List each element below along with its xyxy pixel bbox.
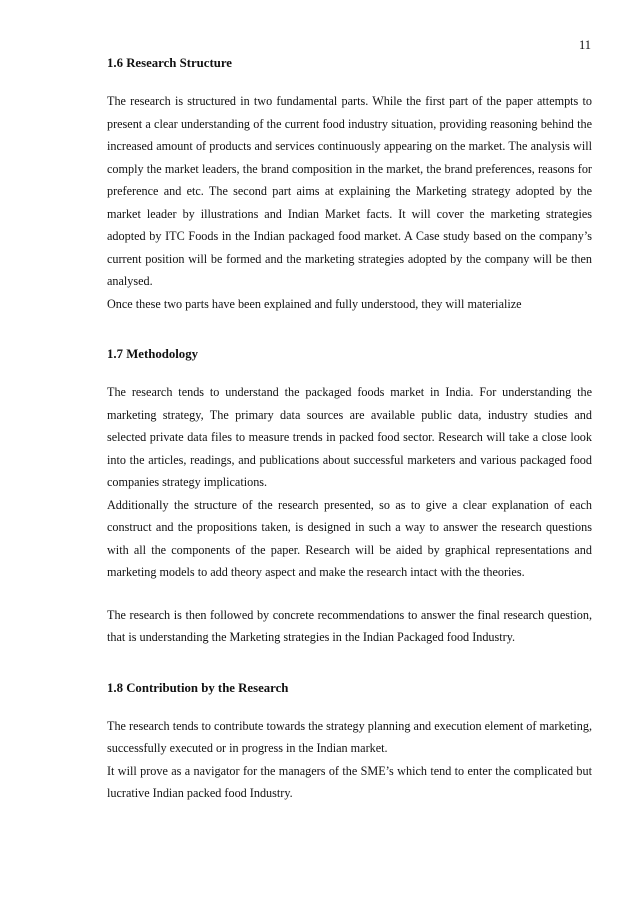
section-heading: 1.8 Contribution by the Research xyxy=(107,680,289,695)
paragraph: The research tends to contribute towards the strategy planning and execution element of marketing, successfully executed or in progress in the Indian market. xyxy=(107,718,592,755)
paragraph: The research is then followed by concrete recommendations to answer the final research question, that is understanding the Marketing strategies in the Indian Packaged food Industry. xyxy=(107,607,592,644)
section-methodology xyxy=(107,345,592,649)
section-heading: 1.6 Research Structure xyxy=(107,56,232,70)
section-contribution xyxy=(107,679,592,805)
page-content xyxy=(107,54,592,805)
section-heading: 1.7 Methodology xyxy=(107,347,198,361)
paragraph: The research tends to understand the packaged foods market in India. For understanding the marketing strategy, The primary data sources are available public data, industry studies and selected private data files to measure trends in packed food sector. Research will take a close look into the articles, readings, and publications about successful marketers and various packaged food companies strategy implications. xyxy=(107,385,592,489)
section-research-structure xyxy=(107,54,592,315)
paragraph: It will prove as a navigator for the managers of the SME’s which tend to enter the complicated but lucrative Indian packed food Industry. xyxy=(107,763,592,800)
paragraph: Additionally the structure of the research presented, so as to give a clear explanation of each construct and the propositions taken, is designed in such a way to answer the research questions with all the components of the paper. Research will be aided by graphical representations and marketing models to add theory aspect and make the research intact with the theories. xyxy=(107,497,592,579)
paragraph: The research is structured in two fundamental parts. While the first part of the paper attempts to present a clear understanding of the current food industry situation, providing reasoning behind the increased amount of products and services continuously appearing on the market. The analysis will comply the market leaders, the brand composition in the market, the brand preferences, reasons for preference and etc. The second part aims at explaining the Marketing strategy adopted by the market leader by illustrations and Indian Market facts. It will cover the marketing strategies adopted by ITC Foods in the Indian packaged food market. A Case study based on the company’s current position will be formed and the marketing strategies adopted by the company will be then analysed. xyxy=(107,94,592,288)
page-number: 11 xyxy=(578,38,591,52)
paragraph: Once these two parts have been explained and fully understood, they will materialize xyxy=(107,296,522,311)
